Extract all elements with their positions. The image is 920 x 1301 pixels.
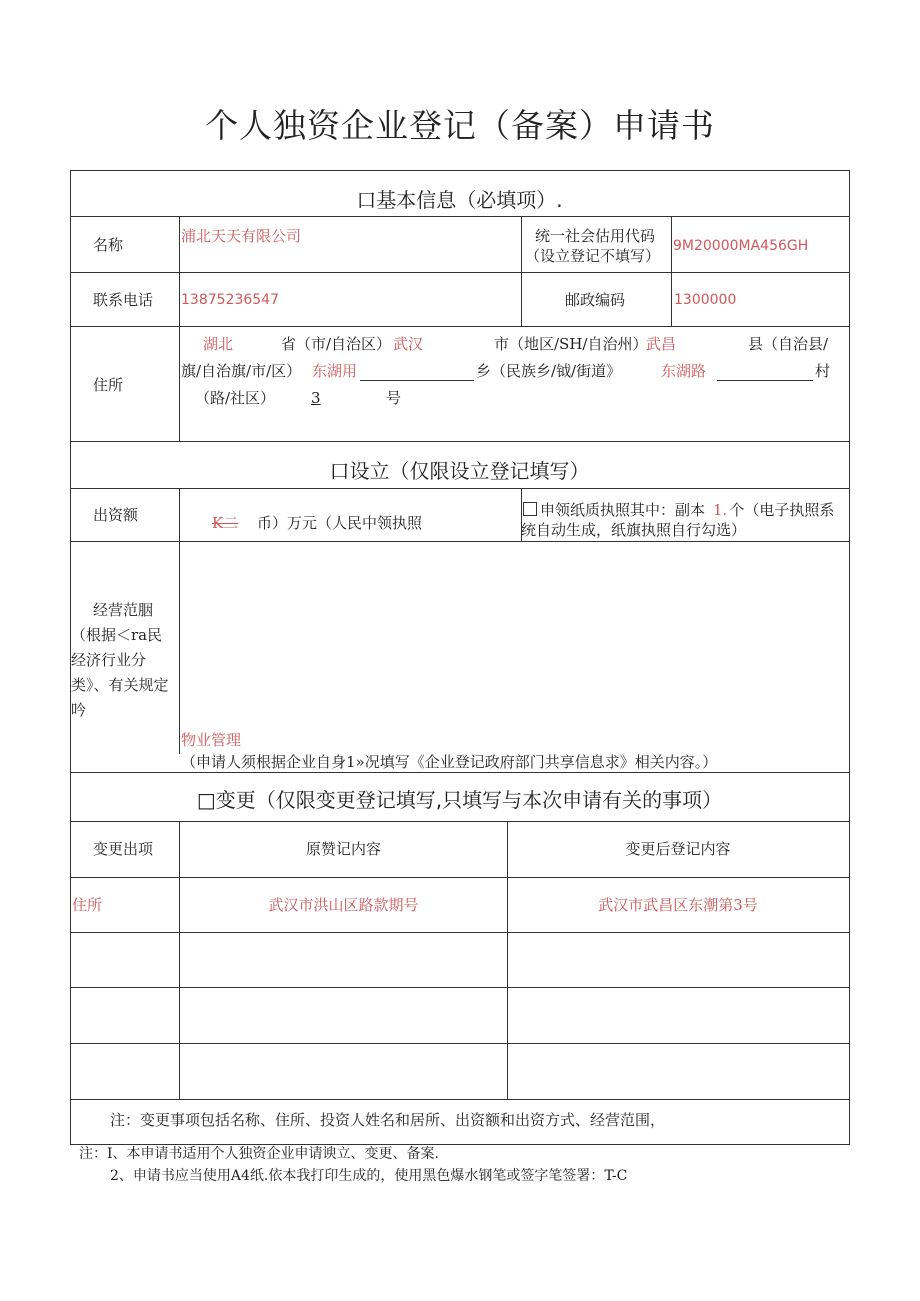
- change-row-1-item[interactable]: 住所: [72, 896, 103, 914]
- name-label: 名称: [93, 236, 124, 254]
- address-district[interactable]: 东湖用: [312, 362, 358, 380]
- address-district-blank: [360, 380, 474, 381]
- change-heading: □变更（仅限变更登记填写,只填写与本次申请有关的事项）: [196, 788, 723, 812]
- change-col-before: 原赞记内容: [305, 840, 381, 858]
- address-city-suffix: 市（地区/SH/自治州）: [494, 335, 648, 353]
- address-county[interactable]: 武昌: [646, 335, 677, 353]
- change-col-after: 变更后登记内容: [625, 840, 731, 858]
- credit-code-note: （设立登记不填写）: [525, 247, 661, 265]
- credit-code-label: 统一社会估用代码: [535, 227, 656, 245]
- change-col-item: 变更出项: [93, 840, 154, 858]
- change-note: 注：变更事项包括名称、住所、投资人姓名和居所、出资额和出资方式、经营范围，: [110, 1111, 666, 1129]
- footer-note-1: 注：I、本申请书适用个人独资企业申请谀立、变更、备案.: [79, 1146, 439, 1162]
- address-line2-prefix: 旗/自治旗/市/区）: [181, 362, 302, 380]
- change-row-1-after[interactable]: 武汉市武昌区东潮第3号: [598, 896, 758, 914]
- business-scope-value[interactable]: 物业管理: [181, 731, 242, 749]
- phone-value[interactable]: 13875236547: [181, 292, 279, 308]
- capital-label: 出资额: [93, 506, 139, 524]
- address-city[interactable]: 武汉: [393, 335, 424, 353]
- business-scope-label: 经营范胭（根据＜ra民经济行业分类》、有关规定吟: [71, 601, 169, 719]
- zip-value[interactable]: 1300000: [674, 292, 737, 308]
- credit-code-value[interactable]: 9M20000MA456GH: [673, 238, 809, 254]
- address-street[interactable]: 东湖路: [661, 362, 707, 380]
- business-scope-note: （申请人须根据企业自身1»况填写《企业登记政府部门共享信息求》相关内容。）: [181, 753, 718, 771]
- address-province-suffix: 省（市/自治区）: [281, 335, 392, 353]
- basic-info-heading: 口基本信息（必填项）.: [356, 188, 563, 212]
- address-district-suffix: 乡（民族乡/钺/街道》: [476, 362, 622, 380]
- paper-license-line2: 统自动生成，纸旗执照自行勾选）: [521, 521, 747, 539]
- form-table: [70, 170, 850, 1145]
- address-street-suffix: 村: [815, 362, 831, 380]
- capital-value-struck[interactable]: K二: [212, 514, 239, 532]
- footer-note-2: 2、申请书应当使用A4纸.依本我打印生成的，使用黑色爆水钢笔或签字笔签署：T-C: [110, 1168, 628, 1184]
- address-number[interactable]: 3: [311, 389, 321, 407]
- setup-heading: 口设立（仅限设立登记填写）: [329, 459, 590, 483]
- address-street-blank: [717, 380, 813, 381]
- change-row-1-before[interactable]: 武汉市洪山区路款期号: [268, 896, 419, 914]
- form-title: 个人独资企业登记（备案）申请书: [205, 106, 715, 145]
- name-value[interactable]: 浦北天天有限公司: [181, 227, 302, 245]
- address-number-suffix: 号: [386, 389, 402, 407]
- capital-unit-text: 币）万元（人民中领执照: [257, 514, 423, 532]
- phone-label: 联系电话: [93, 291, 154, 309]
- address-label: 住所: [93, 376, 124, 394]
- address-province[interactable]: 湖北: [203, 335, 234, 353]
- paper-license-line1: [523, 499, 834, 521]
- paper-license-text-b: 个（电子执照系: [729, 501, 835, 519]
- address-county-suffix: 县（自治县/: [748, 335, 829, 353]
- license-copy-count[interactable]: 1.: [713, 501, 728, 519]
- paper-license-checkbox[interactable]: [523, 502, 537, 516]
- address-line3-prefix: （路/社区）: [195, 389, 276, 407]
- paper-license-text: 申领纸质执照其中：副本: [540, 501, 706, 519]
- zip-label: 邮政编码: [565, 291, 626, 309]
